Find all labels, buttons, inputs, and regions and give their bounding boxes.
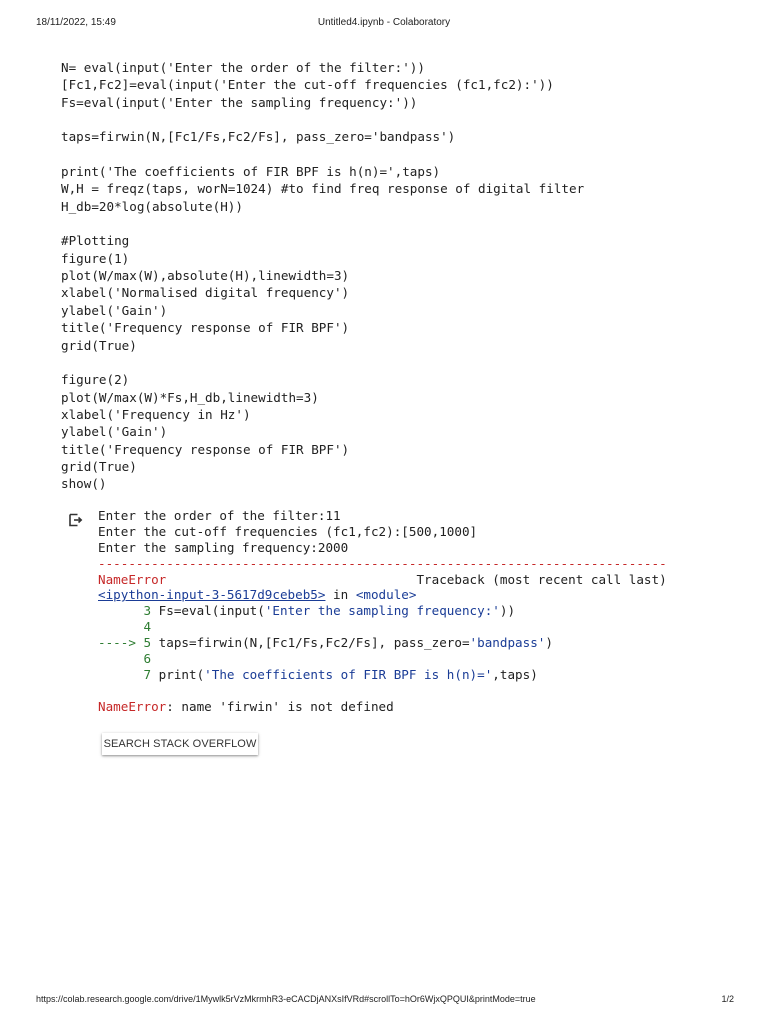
code-line: W,H = freqz(taps, worN=1024) #to find freq response of digital filter — [61, 181, 585, 197]
traceback-arrow — [98, 603, 136, 618]
code-line: show() — [61, 476, 107, 492]
output-redirect-icon[interactable] — [66, 511, 84, 529]
traceback-header-line — [98, 572, 698, 588]
traceback-arrow: ----> — [98, 635, 136, 651]
traceback-header: Traceback (most recent call last) — [416, 571, 667, 587]
traceback-line — [98, 635, 698, 651]
traceback-lines — [98, 603, 698, 682]
code-line: plot(W/max(W)*Fs,H_db,linewidth=3) — [61, 389, 319, 405]
code-line: title('Frequency response of FIR BPF') — [61, 320, 350, 336]
stdin-line: Enter the order of the filter:11 — [98, 508, 341, 523]
code-line: xlabel('Frequency in Hz') — [61, 406, 251, 422]
code-line: #Plotting — [61, 233, 130, 249]
output-text — [98, 508, 698, 715]
code-line: grid(True) — [61, 337, 137, 353]
code-line: xlabel('Normalised digital frequency') — [61, 285, 350, 301]
traceback-code: ,taps) — [492, 666, 538, 682]
final-error-line — [98, 699, 698, 715]
code-line — [61, 111, 741, 128]
traceback-code: ) — [545, 635, 553, 651]
traceback-line — [98, 603, 698, 619]
code-line: grid(True) — [61, 458, 137, 474]
module-text: <module> — [355, 587, 417, 603]
code-line — [61, 146, 741, 163]
stdin-line: Enter the cut-off frequencies (fc1,fc2):[500,1000] — [98, 523, 478, 539]
code-line: taps=firwin(N,[Fc1/Fs,Fc2/Fs], pass_zero='bandpass') — [61, 129, 456, 145]
traceback-string: 'bandpass' — [469, 635, 546, 651]
page-number: 1/2 — [721, 994, 734, 1004]
code-line: N= eval(input('Enter the order of the filter:')) — [61, 60, 425, 75]
print-header — [0, 17, 768, 31]
traceback-arrow — [98, 651, 136, 666]
code-line — [61, 354, 741, 371]
code-line: Fs=eval(input('Enter the sampling frequency:')) — [61, 94, 418, 110]
search-stack-overflow-button[interactable]: SEARCH STACK OVERFLOW — [102, 733, 258, 755]
code-cell[interactable] — [61, 59, 741, 493]
traceback-arrow — [98, 619, 136, 634]
traceback-line — [98, 651, 698, 667]
error-name: NameError — [98, 571, 167, 587]
spacer-line — [98, 683, 698, 699]
traceback-line-number: 6 — [135, 651, 152, 667]
final-error-message: : name 'firwin' is not defined — [166, 698, 394, 714]
code-line: figure(2) — [61, 372, 130, 388]
page-url: https://colab.research.google.com/drive/1Mywlk5rVzMkrmhR3-eCACDjANXsIfVRd#scrollTo=hOr6WjxQPQUI&printMode=true — [36, 994, 536, 1004]
traceback-location — [98, 587, 698, 603]
traceback-string: 'Enter the sampling frequency:' — [264, 603, 500, 619]
traceback-line-number: 7 — [135, 666, 159, 682]
traceback-arrow — [98, 667, 136, 682]
in-text: in — [325, 587, 356, 603]
document-title: Untitled4.ipynb - Colaboratory — [317, 17, 451, 28]
print-datetime: 18/11/2022, 15:49 — [36, 17, 116, 28]
stdin-line: Enter the sampling frequency:2000 — [98, 539, 349, 555]
traceback-line-number: 4 — [135, 619, 152, 635]
code-line — [61, 215, 741, 232]
traceback-line — [98, 619, 698, 635]
traceback-line-number: 5 — [135, 635, 159, 651]
code-line: figure(1) — [61, 250, 130, 266]
code-line: H_db=20*log(absolute(H)) — [61, 198, 243, 214]
traceback-line-number: 3 — [135, 603, 159, 619]
code-line: [Fc1,Fc2]=eval(input('Enter the cut-off frequencies (fc1,fc2):')) — [61, 77, 554, 93]
code-line: print('The coefficients of FIR BPF is h(n)=',taps) — [61, 164, 441, 180]
traceback-code: Fs=eval(input( — [158, 603, 265, 619]
traceback-string: 'The coefficients of FIR BPF is h(n)=' — [204, 666, 493, 682]
code-line: ylabel('Gain') — [61, 424, 168, 440]
traceback-code: taps=firwin(N,[Fc1/Fs,Fc2/Fs], pass_zero= — [158, 635, 470, 651]
code-line: ylabel('Gain') — [61, 302, 168, 318]
traceback-code: print( — [158, 666, 205, 682]
code-line: plot(W/max(W),absolute(H),linewidth=3) — [61, 268, 350, 284]
traceback-line — [98, 667, 698, 683]
final-error-name: NameError — [98, 698, 167, 714]
traceback-separator: --------------------------------------------------------------------------- — [98, 555, 667, 571]
ipython-input-link[interactable]: <ipython-input-3-5617d9cebeb5> — [98, 587, 326, 603]
print-footer — [0, 994, 768, 1008]
traceback-code: )) — [499, 603, 516, 619]
code-line: title('Frequency response of FIR BPF') — [61, 441, 350, 457]
